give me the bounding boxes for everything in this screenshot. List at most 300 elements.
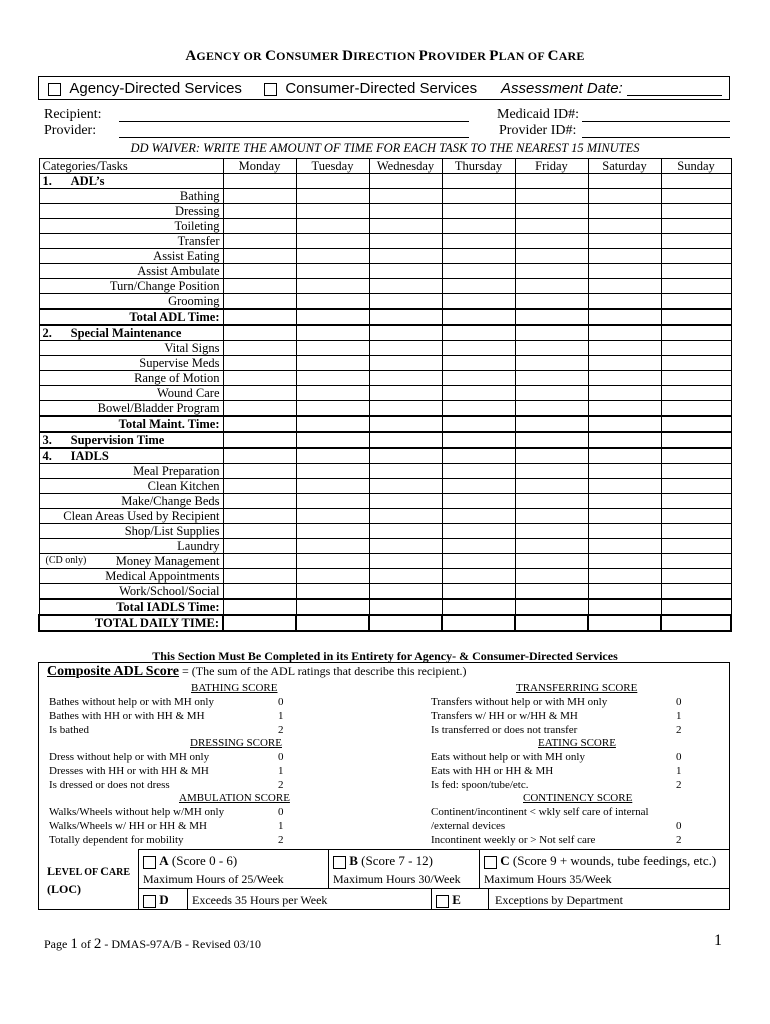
time-cell[interactable] [515, 341, 588, 356]
agency-checkbox[interactable] [48, 83, 61, 96]
time-cell[interactable] [588, 584, 661, 600]
time-cell[interactable] [223, 204, 296, 219]
score-value: 1 [278, 820, 284, 832]
task-label: Toileting [39, 219, 223, 234]
score-value: 2 [676, 724, 682, 736]
total-cell[interactable] [296, 599, 369, 615]
task-row [39, 509, 731, 524]
time-cell[interactable] [223, 219, 296, 234]
score-desc: Eats with HH or HH & MH [431, 765, 554, 777]
score-desc: Continent/incontinent < wkly self care of internal [431, 806, 649, 818]
task-label: Clean Areas Used by Recipient [39, 509, 223, 524]
time-cell[interactable] [588, 554, 661, 569]
task-row [39, 386, 731, 401]
provider-label: Provider: [44, 123, 97, 138]
section-label-maint: 2. Special Maintenance [39, 325, 223, 341]
total-cell[interactable] [223, 416, 296, 432]
time-cell[interactable] [588, 234, 661, 249]
time-cell[interactable] [588, 219, 661, 234]
total-cell[interactable] [515, 416, 588, 432]
time-cell[interactable] [588, 494, 661, 509]
time-cell[interactable] [369, 234, 442, 249]
score-desc: /external devices [431, 820, 506, 832]
total-cell[interactable] [515, 309, 588, 325]
time-cell[interactable] [588, 249, 661, 264]
provider-field[interactable] [119, 137, 469, 138]
time-cell[interactable] [515, 494, 588, 509]
page-number: 1 [714, 932, 722, 949]
task-label: Range of Motion [39, 371, 223, 386]
score-desc: Is transferred or does not transfer [431, 724, 578, 736]
time-cell[interactable] [588, 341, 661, 356]
time-cell[interactable] [661, 294, 731, 310]
task-row [39, 371, 731, 386]
time-cell[interactable] [442, 356, 515, 371]
time-cell[interactable] [296, 554, 369, 569]
score-desc: Totally dependent for mobility [49, 834, 184, 846]
time-cell[interactable] [369, 249, 442, 264]
time-cell[interactable] [369, 539, 442, 554]
time-cell[interactable] [369, 189, 442, 204]
time-cell[interactable] [442, 494, 515, 509]
time-cell[interactable] [369, 494, 442, 509]
task-row [39, 464, 731, 479]
time-cell[interactable] [296, 219, 369, 234]
time-cell[interactable] [661, 356, 731, 371]
time-cell[interactable] [296, 401, 369, 417]
total-row-adl [39, 309, 731, 325]
time-cell[interactable] [515, 432, 588, 448]
bathing-score-head: BATHING SCORE [191, 682, 278, 694]
time-cell[interactable] [661, 371, 731, 386]
time-cell[interactable] [588, 204, 661, 219]
time-cell[interactable] [515, 386, 588, 401]
day-header: Wednesday [369, 159, 442, 174]
section-row-maint [39, 325, 731, 341]
total-cell[interactable] [369, 309, 442, 325]
time-cell[interactable] [661, 554, 731, 569]
time-cell[interactable] [515, 279, 588, 294]
consumer-checkbox[interactable] [264, 83, 277, 96]
time-cell[interactable] [661, 219, 731, 234]
time-cell[interactable] [661, 341, 731, 356]
task-label: (CD only) Money Management [39, 554, 223, 569]
section-row-iadls [39, 448, 731, 464]
total-adl-label: Total ADL Time: [39, 309, 223, 325]
time-cell[interactable] [442, 432, 515, 448]
total-cell[interactable] [588, 309, 661, 325]
task-row [39, 279, 731, 294]
time-cell[interactable] [296, 432, 369, 448]
total-cell[interactable] [515, 615, 588, 631]
time-cell[interactable] [296, 294, 369, 310]
time-cell[interactable] [588, 524, 661, 539]
time-cell[interactable] [296, 584, 369, 600]
time-cell[interactable] [588, 356, 661, 371]
categories-header: Categories/Tasks [39, 159, 223, 174]
time-cell[interactable] [296, 494, 369, 509]
time-cell[interactable] [296, 539, 369, 554]
time-cell[interactable] [223, 249, 296, 264]
medicaid-id-field[interactable] [582, 121, 730, 122]
loc-d-text-cell [187, 888, 432, 910]
time-cell[interactable] [661, 524, 731, 539]
loc-a-checkbox[interactable] [143, 856, 156, 869]
time-cell[interactable] [223, 464, 296, 479]
time-cell[interactable] [296, 569, 369, 584]
total-cell[interactable] [588, 416, 661, 432]
time-cell[interactable] [223, 432, 296, 448]
time-cell[interactable] [369, 432, 442, 448]
task-row [39, 524, 731, 539]
time-cell[interactable] [515, 264, 588, 279]
task-row [39, 294, 731, 310]
loc-option-d[interactable]: D [138, 888, 188, 910]
time-cell[interactable] [515, 584, 588, 600]
score-desc: Transfers w/ HH or w/HH & MH [431, 710, 578, 722]
score-desc: Eats without help or with MH only [431, 751, 585, 763]
time-cell[interactable] [223, 371, 296, 386]
task-label: Bowel/Bladder Program [39, 401, 223, 417]
time-cell[interactable] [661, 509, 731, 524]
time-cell[interactable] [296, 189, 369, 204]
time-cell[interactable] [369, 386, 442, 401]
loc-e-checkbox[interactable] [436, 895, 449, 908]
time-cell[interactable] [661, 204, 731, 219]
time-cell[interactable] [223, 341, 296, 356]
time-cell[interactable] [588, 569, 661, 584]
recipient-label: Recipient: [44, 107, 102, 122]
time-cell[interactable] [223, 294, 296, 310]
assessment-date-field[interactable] [627, 95, 722, 96]
time-cell[interactable] [442, 189, 515, 204]
score-value: 0 [278, 696, 284, 708]
time-cell[interactable] [369, 219, 442, 234]
provider-id-label: Provider ID#: [499, 123, 577, 138]
loc-a-max: Maximum Hours of 25/Week [143, 872, 284, 886]
loc-b-checkbox[interactable] [333, 856, 346, 869]
score-desc: Dress without help or with MH only [49, 751, 210, 763]
time-cell[interactable] [223, 386, 296, 401]
service-type-box [38, 76, 730, 100]
time-cell[interactable] [661, 279, 731, 294]
time-cell[interactable] [442, 386, 515, 401]
time-cell[interactable] [369, 204, 442, 219]
total-cell[interactable] [588, 615, 661, 631]
time-cell[interactable] [223, 264, 296, 279]
time-cell[interactable] [369, 294, 442, 310]
time-cell[interactable] [223, 189, 296, 204]
time-cell[interactable] [588, 464, 661, 479]
time-cell[interactable] [369, 464, 442, 479]
score-value: 1 [278, 710, 284, 722]
task-row [39, 356, 731, 371]
task-row [39, 584, 731, 600]
total-cell[interactable] [661, 615, 731, 631]
time-cell[interactable] [296, 509, 369, 524]
task-row [39, 264, 731, 279]
time-cell[interactable] [223, 539, 296, 554]
time-cell[interactable] [515, 401, 588, 417]
time-cell[interactable] [296, 524, 369, 539]
total-cell[interactable] [661, 309, 731, 325]
provider-id-field[interactable] [582, 137, 730, 138]
time-cell[interactable] [588, 294, 661, 310]
time-cell[interactable] [369, 509, 442, 524]
time-cell[interactable] [661, 569, 731, 584]
score-value: 2 [278, 834, 284, 846]
time-cell[interactable] [369, 479, 442, 494]
time-cell[interactable] [442, 539, 515, 554]
loc-option-e[interactable]: E [431, 888, 489, 910]
section-note: This Section Must Be Completed in its Entirety for Agency- & Consumer-Directed Services [152, 649, 618, 663]
continency-score-head: CONTINENCY SCORE [523, 792, 633, 804]
score-value: 1 [676, 765, 682, 777]
loc-option-c[interactable]: C (Score 9 + wounds, tube feedings, etc.) Maximum Hours 35/Week [479, 849, 730, 889]
time-cell[interactable] [296, 371, 369, 386]
loc-e-text: Exceptions by Department [495, 893, 623, 907]
total-cell[interactable] [296, 615, 369, 631]
loc-c-checkbox[interactable] [484, 856, 497, 869]
time-cell[interactable] [296, 341, 369, 356]
time-cell[interactable] [296, 386, 369, 401]
time-cell[interactable] [369, 341, 442, 356]
task-label: Turn/Change Position [39, 279, 223, 294]
loc-b-max: Maximum Hours 30/Week [333, 872, 461, 886]
agency-directed-option[interactable]: Agency-Directed Services [48, 80, 242, 97]
section-label-supervision: 3. Supervision Time [39, 432, 223, 448]
time-cell[interactable] [588, 401, 661, 417]
time-cell[interactable] [515, 509, 588, 524]
score-desc: Dresses with HH or with HH & MH [49, 765, 209, 777]
time-cell[interactable] [296, 264, 369, 279]
time-cell[interactable] [442, 219, 515, 234]
score-desc: Bathes without help or with MH only [49, 696, 214, 708]
score-value: 0 [278, 806, 284, 818]
time-cell[interactable] [515, 569, 588, 584]
time-cell[interactable] [515, 539, 588, 554]
time-cell[interactable] [661, 494, 731, 509]
score-value: 0 [676, 751, 682, 763]
assessment-date-label: Assessment Date: [501, 80, 623, 97]
time-cell[interactable] [515, 524, 588, 539]
time-cell[interactable] [223, 554, 296, 569]
time-cell[interactable] [588, 371, 661, 386]
total-cell[interactable] [442, 309, 515, 325]
total-row-maint [39, 416, 731, 432]
time-cell[interactable] [223, 584, 296, 600]
time-cell[interactable] [442, 524, 515, 539]
time-cell[interactable] [588, 509, 661, 524]
time-cell[interactable] [515, 219, 588, 234]
total-cell[interactable] [369, 615, 442, 631]
time-cell[interactable] [661, 234, 731, 249]
total-cell[interactable] [296, 309, 369, 325]
task-row [39, 554, 731, 569]
total-cell[interactable] [442, 615, 515, 631]
time-cell[interactable] [369, 554, 442, 569]
time-cell[interactable] [588, 279, 661, 294]
time-cell[interactable] [296, 464, 369, 479]
time-cell[interactable] [661, 401, 731, 417]
time-cell[interactable] [661, 464, 731, 479]
task-row [39, 219, 731, 234]
time-cell[interactable] [661, 584, 731, 600]
section-row-supervision [39, 432, 731, 448]
task-label: Transfer [39, 234, 223, 249]
time-cell[interactable] [442, 204, 515, 219]
task-label: Grooming [39, 294, 223, 310]
time-cell[interactable] [442, 569, 515, 584]
total-cell[interactable] [369, 599, 442, 615]
total-cell[interactable] [369, 416, 442, 432]
time-cell[interactable] [588, 386, 661, 401]
task-label: Supervise Meds [39, 356, 223, 371]
time-cell[interactable] [661, 539, 731, 554]
section-label-adl: 1. ADL’s [39, 174, 223, 189]
time-cell[interactable] [223, 356, 296, 371]
task-label: Meal Preparation [39, 464, 223, 479]
time-cell[interactable] [223, 479, 296, 494]
time-cell[interactable] [515, 204, 588, 219]
time-cell[interactable] [223, 509, 296, 524]
task-label: Laundry [39, 539, 223, 554]
total-cell[interactable] [223, 615, 296, 631]
task-label: Shop/List Supplies [39, 524, 223, 539]
time-cell[interactable] [442, 554, 515, 569]
time-cell[interactable] [442, 509, 515, 524]
transferring-score-head: TRANSFERRING SCORE [516, 682, 638, 694]
time-cell[interactable] [369, 584, 442, 600]
page-footer: Page 1 of 2 - DMAS-97A/B - Revised 03/10 [44, 936, 261, 952]
task-row [39, 204, 731, 219]
time-cell[interactable] [515, 189, 588, 204]
loc-d-text: Exceeds 35 Hours per Week [192, 893, 328, 907]
time-cell[interactable] [223, 524, 296, 539]
time-cell[interactable] [442, 279, 515, 294]
time-cell[interactable] [661, 189, 731, 204]
time-cell[interactable] [588, 189, 661, 204]
task-row [39, 189, 731, 204]
task-label: Work/School/Social [39, 584, 223, 600]
time-cell[interactable] [515, 249, 588, 264]
time-cell[interactable] [515, 371, 588, 386]
day-header: Monday [223, 159, 296, 174]
time-cell[interactable] [515, 464, 588, 479]
time-cell[interactable] [515, 294, 588, 310]
time-cell[interactable] [223, 279, 296, 294]
score-value: 0 [278, 751, 284, 763]
total-cell[interactable] [661, 599, 731, 615]
time-cell[interactable] [442, 401, 515, 417]
time-cell[interactable] [661, 249, 731, 264]
task-row [39, 494, 731, 509]
total-cell[interactable] [588, 599, 661, 615]
time-cell[interactable] [515, 554, 588, 569]
time-cell[interactable] [515, 479, 588, 494]
time-cell[interactable] [588, 264, 661, 279]
task-label: Wound Care [39, 386, 223, 401]
time-cell[interactable] [588, 479, 661, 494]
time-cell[interactable] [442, 464, 515, 479]
time-cell[interactable] [369, 524, 442, 539]
time-cell[interactable] [442, 264, 515, 279]
loc-option-a[interactable]: A (Score 0 - 6) Maximum Hours of 25/Week [138, 849, 329, 889]
time-cell[interactable] [223, 569, 296, 584]
time-cell[interactable] [588, 432, 661, 448]
total-iadls-label: Total IADLS Time: [39, 599, 223, 615]
time-cell[interactable] [442, 479, 515, 494]
time-cell[interactable] [223, 401, 296, 417]
total-cell[interactable] [442, 599, 515, 615]
loc-option-b[interactable]: B (Score 7 - 12) Maximum Hours 30/Week [328, 849, 480, 889]
time-cell[interactable] [661, 264, 731, 279]
time-cell[interactable] [661, 386, 731, 401]
day-header: Friday [515, 159, 588, 174]
task-label: Bathing [39, 189, 223, 204]
time-cell[interactable] [223, 494, 296, 509]
time-cell[interactable] [369, 401, 442, 417]
time-cell[interactable] [515, 356, 588, 371]
time-cell[interactable] [296, 279, 369, 294]
time-cell[interactable] [296, 356, 369, 371]
task-row [39, 249, 731, 264]
time-cell[interactable] [661, 432, 731, 448]
total-cell[interactable] [661, 416, 731, 432]
score-value: 1 [278, 765, 284, 777]
time-cell[interactable] [442, 294, 515, 310]
adl-score-box [38, 662, 730, 910]
total-cell[interactable] [515, 599, 588, 615]
total-cell[interactable] [223, 309, 296, 325]
time-cell[interactable] [442, 371, 515, 386]
time-cell[interactable] [442, 341, 515, 356]
time-cell[interactable] [369, 356, 442, 371]
time-cell[interactable] [442, 249, 515, 264]
total-cell[interactable] [442, 416, 515, 432]
time-cell[interactable] [369, 279, 442, 294]
score-desc: Transfers without help or with MH only [431, 696, 608, 708]
total-cell[interactable] [296, 416, 369, 432]
task-label: Clean Kitchen [39, 479, 223, 494]
ambulation-score-head: AMBULATION SCORE [179, 792, 290, 804]
task-row [39, 401, 731, 417]
time-cell[interactable] [661, 479, 731, 494]
time-cell[interactable] [369, 569, 442, 584]
time-cell[interactable] [296, 234, 369, 249]
time-cell[interactable] [588, 539, 661, 554]
consumer-directed-option[interactable]: Consumer-Directed Services [264, 80, 477, 97]
score-desc: Is dressed or does not dress [49, 779, 170, 791]
time-cell[interactable] [442, 234, 515, 249]
loc-d-checkbox[interactable] [143, 895, 156, 908]
time-cell[interactable] [296, 249, 369, 264]
recipient-field[interactable] [119, 121, 469, 122]
time-cell[interactable] [296, 204, 369, 219]
total-cell[interactable] [223, 599, 296, 615]
time-cell[interactable] [296, 479, 369, 494]
time-cell[interactable] [369, 371, 442, 386]
time-cell[interactable] [442, 584, 515, 600]
task-row [39, 569, 731, 584]
task-label: Make/Change Beds [39, 494, 223, 509]
score-value: 2 [676, 779, 682, 791]
total-daily-row [39, 615, 731, 631]
time-cell[interactable] [369, 264, 442, 279]
time-cell[interactable] [223, 234, 296, 249]
time-cell[interactable] [515, 234, 588, 249]
score-desc: Is fed: spoon/tube/etc. [431, 779, 529, 791]
